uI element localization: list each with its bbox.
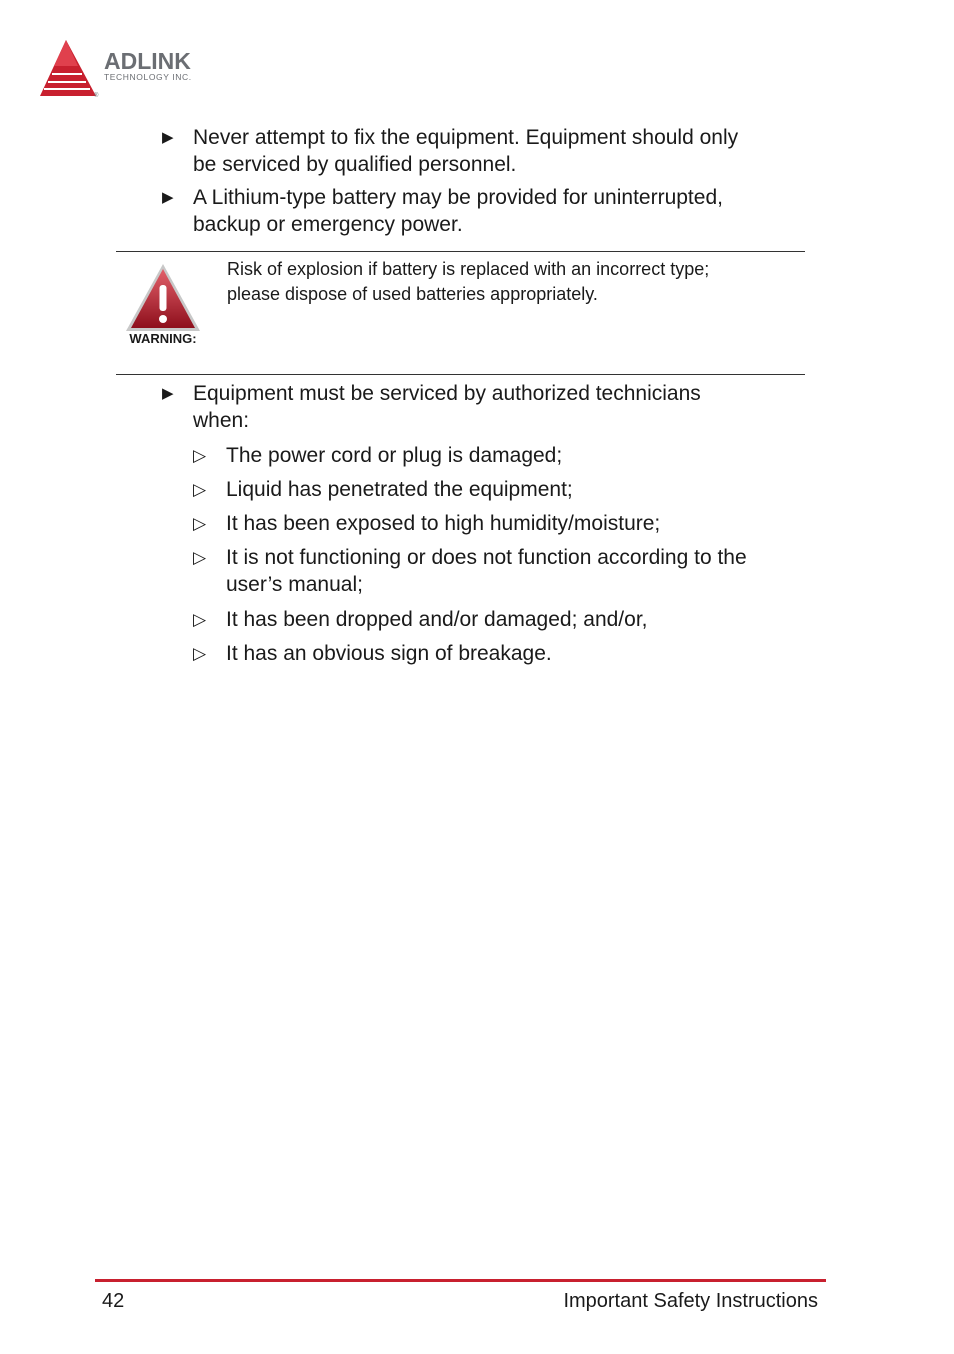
warning-message bbox=[227, 257, 802, 307]
bullet-line: Never attempt to fix the equipment. Equipment should only bbox=[193, 126, 739, 149]
warning-icon-label: WARNING: bbox=[129, 331, 197, 346]
condition-item bbox=[193, 640, 552, 667]
condition-line: It has an obvious sign of breakage. bbox=[226, 642, 552, 665]
bullet-item bbox=[162, 184, 723, 238]
logo-name: ADLINK bbox=[104, 48, 191, 74]
condition-line: It has been dropped and/or damaged; and/or, bbox=[226, 608, 648, 631]
adlink-logo bbox=[38, 38, 238, 100]
bullet-line: A Lithium-type battery may be provided for uninterrupted, bbox=[193, 186, 723, 209]
sub-bullet-marker-icon: ▷ bbox=[193, 548, 207, 567]
condition-line: It is not functioning or does not function according to the bbox=[226, 546, 747, 569]
condition-line: It has been exposed to high humidity/moisture; bbox=[226, 512, 661, 535]
sub-bullet-marker-icon: ▷ bbox=[193, 644, 207, 663]
sub-bullet-marker-icon: ▷ bbox=[193, 514, 207, 533]
logo-registered-mark: ® bbox=[94, 93, 99, 99]
condition-item bbox=[193, 544, 747, 598]
logo-tagline: TECHNOLOGY INC. bbox=[104, 72, 192, 82]
bullet-marker-icon: ▶ bbox=[162, 129, 174, 146]
condition-line: The power cord or plug is damaged; bbox=[226, 444, 563, 467]
warning-line: please dispose of used batteries appropriately. bbox=[227, 284, 598, 304]
bullet-item bbox=[162, 124, 739, 178]
bullet-line: backup or emergency power. bbox=[193, 213, 463, 236]
bullet-line: when: bbox=[193, 409, 250, 432]
condition-line: user’s manual; bbox=[226, 573, 363, 596]
sub-bullet-marker-icon: ▷ bbox=[193, 610, 207, 629]
sub-bullet-marker-icon: ▷ bbox=[193, 446, 207, 465]
condition-item bbox=[193, 476, 573, 503]
bullet-marker-icon: ▶ bbox=[162, 189, 174, 206]
bullet-marker-icon: ▶ bbox=[162, 385, 174, 402]
bullet-line: be serviced by qualified personnel. bbox=[193, 153, 517, 176]
warning-bottom-rule bbox=[116, 374, 805, 375]
page-number: 42 bbox=[102, 1290, 125, 1312]
bullet-line: Equipment must be serviced by authorized technicians bbox=[193, 382, 701, 405]
condition-line: Liquid has penetrated the equipment; bbox=[226, 478, 573, 501]
bullet-item bbox=[162, 380, 701, 434]
sub-bullet-marker-icon: ▷ bbox=[193, 480, 207, 499]
condition-item bbox=[193, 606, 648, 633]
footer-rule bbox=[95, 1279, 826, 1282]
footer-section-title: Important Safety Instructions bbox=[563, 1290, 818, 1312]
condition-item bbox=[193, 510, 661, 537]
condition-item bbox=[193, 442, 563, 469]
adlink-logo-mark bbox=[38, 38, 238, 100]
warning-triangle-icon bbox=[122, 261, 208, 347]
warning-top-rule bbox=[116, 251, 805, 252]
warning-line: Risk of explosion if battery is replaced with an incorrect type; bbox=[227, 259, 710, 279]
